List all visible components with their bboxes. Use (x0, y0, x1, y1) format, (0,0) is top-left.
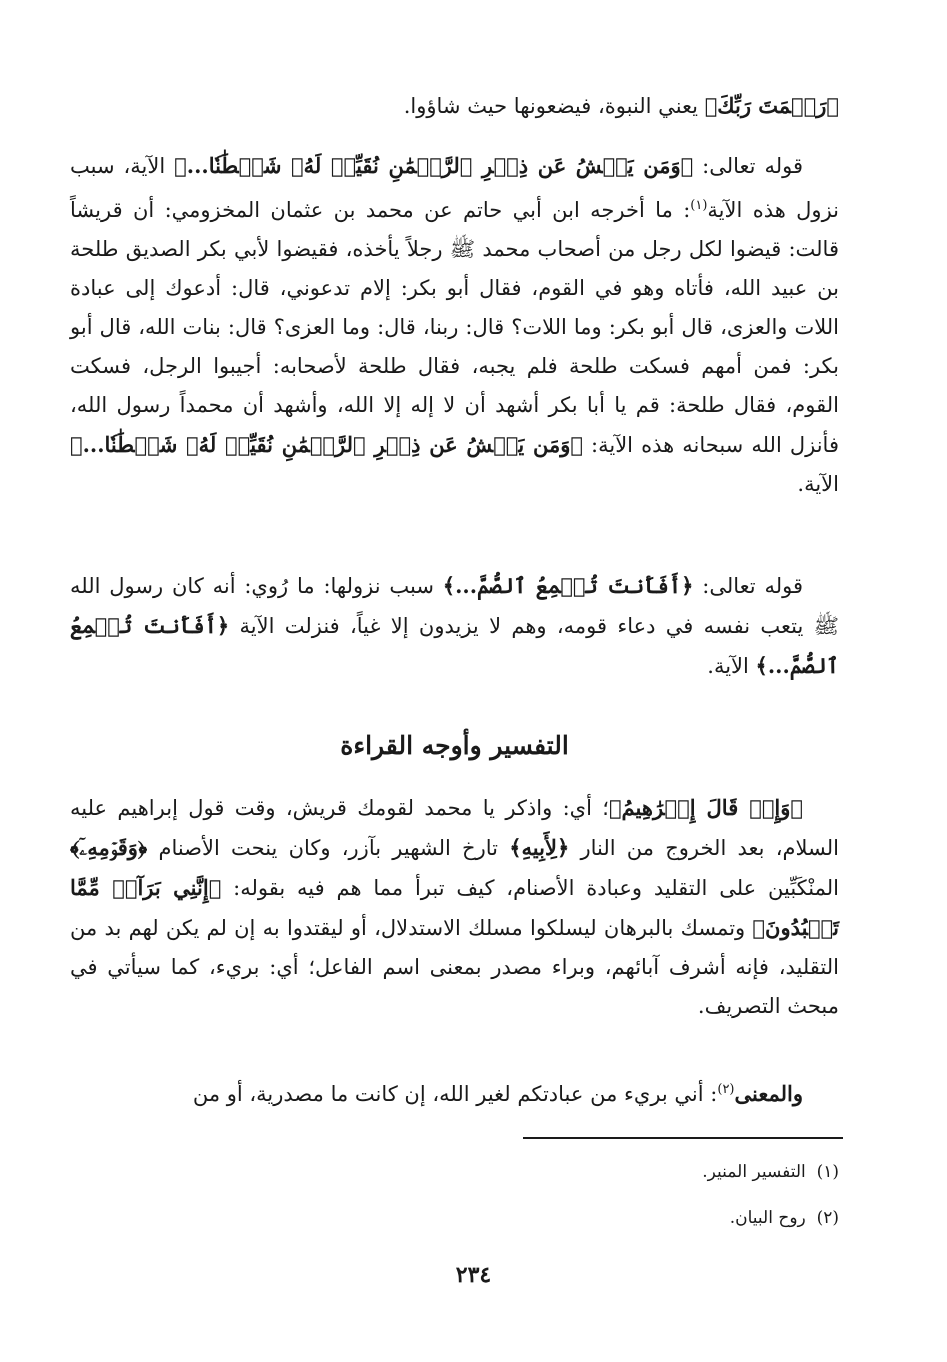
quran-quote: ﴿رَحۡمَتَ رَبِّكَ﴾ (704, 93, 839, 118)
paragraph-lead: قوله تعالى: (693, 574, 803, 598)
footnote-ref-1[interactable]: (١) (690, 198, 708, 213)
quran-quote: ﴿لِأَبِيهِ﴾ (509, 835, 570, 860)
paragraph-text: ؛ أي: واذكر يا محمد لقومك قريش، وقت قول إبراهيم عليه السلام، بعد الخروج من النار (70, 796, 839, 860)
paragraph-tafsir (70, 788, 839, 1026)
quran-quote: ﴿أَفَأَنتَ تُسۡمِعُ ٱلصُّمَّ...﴾ (442, 573, 694, 598)
quran-quote: ﴿وَمَن يَعۡشُ عَن ذِكۡرِ ٱلرَّحۡمَٰنِ نُقَيِّضۡ لَهُۥ شَيۡطَٰنٗا...﴾ (174, 153, 694, 178)
footnote-ref-2[interactable]: (٢) (717, 1082, 735, 1097)
quran-quote: ﴿إِنَّنِي بَرَآءٞ مِّمَّا تَعۡبُدُونَ﴾ (70, 875, 839, 940)
paragraph-lead: قوله تعالى: (693, 154, 803, 178)
footnote-number: (٢) (816, 1208, 839, 1228)
paragraph-asbab-2 (70, 566, 839, 686)
footnote-text: التفسير المنير. (702, 1162, 806, 1182)
footnote-divider (523, 1137, 843, 1139)
page-number: ٢٣٤ (455, 1262, 492, 1288)
paragraph-text: وتمسك بالبرهان ليسلكوا مسلك الاستدلال، أو ليقتدوا به إن لم يكن لهم بد من التقليد، فإنه أشرف آبائهم، وبراء مصدر بمعنى اسم الفاعل؛ أي: بريء، كما سيأتي في مبحث التصريف. (70, 916, 839, 1018)
paragraph-text: : ما أخرجه ابن أبي حاتم عن محمد بن عثمان المخزومي: أن قريشاً قالت: قيضوا لكل رجل من أصحاب محمد ﷺ رجلاً يأخذه، فقيضوا لأبي بكر الصديق طلحة بن عبيد الله، فأتاه وهو في القوم، فقال أبو بكر: إلام تدعوني، قال: أدعوك إلى عبادة اللات والعزى، قال أبو بكر: وما اللات؟ قال: ربنا، قال: وما العزى؟ قال: بنات الله، قال أبو بكر: فمن أمهم فسكت طلحة فلم يجبه، فقال طلحة لأصحابه: أجيبوا الرجل، فسكت القوم، فقال طلحة: قم يا أبا بكر أشهد أن لا إله إلا الله، وأشهد أن محمداً رسول الله، فأنزل الله سبحانه هذه الآية: (70, 198, 839, 457)
quran-quote: ﴿وَقَوۡمِهِۦٓ﴾ (70, 835, 148, 860)
paragraph-text: الآية، سبب نزول هذه الآية (70, 154, 839, 222)
paragraph-text: المنْكَبِّين على التقليد وعبادة الأصنام، كيف تبرأ مما هم فيه بقوله: (221, 876, 839, 900)
footnote-1 (702, 1158, 839, 1186)
paragraph-text: : أني بريء من عبادتكم لغير الله، إن كانت ما مصدرية، أو من (192, 1082, 718, 1106)
paragraph-text: الآية. (797, 472, 839, 496)
paragraph-meaning (70, 1070, 839, 1114)
quran-quote: ﴿وَمَن يَعۡشُ عَن ذِكۡرِ ٱلرَّحۡمَٰنِ نُقَيِّضۡ لَهُۥ شَيۡطَٰنٗا...﴾ (70, 432, 583, 457)
paragraph-continuation (70, 86, 839, 126)
footnote-2 (730, 1204, 839, 1232)
quran-quote: ﴿وَإِذۡ قَالَ إِبۡرَٰهِيمُ﴾ (608, 795, 804, 820)
paragraph-text: الآية. (707, 654, 756, 678)
paragraph-text: يعني النبوة، فيضعونها حيث شاؤوا. (403, 94, 705, 118)
footnote-number: (١) (816, 1162, 839, 1182)
paragraph-text: سبب نزولها: ما رُوي: أنه كان رسول الله ﷺ يتعب نفسه في دعاء قومه، وهم لا يزيدون إلا غياً، فنزلت الآية (70, 574, 839, 638)
paragraph-lead: والمعنى (734, 1081, 803, 1106)
paragraph-asbab-1 (70, 146, 839, 504)
quran-quote: ﴿أَفَأَنتَ تُسۡمِعُ ٱلصُّمَّ...﴾ (70, 613, 839, 678)
section-heading: التفسير وأوجه القراءة (340, 731, 569, 760)
footnote-text: روح البيان. (729, 1208, 806, 1228)
paragraph-text: تارخ الشهير بآزر، وكان ينحت الأصنام (147, 836, 510, 860)
